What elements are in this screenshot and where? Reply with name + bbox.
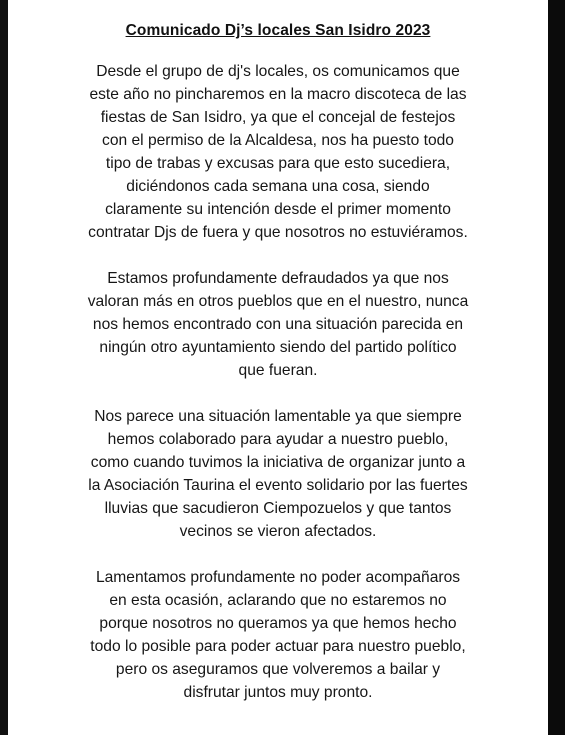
text-line: pero os aseguramos que volveremos a bailar y	[115, 661, 441, 678]
text-line: fiestas de San Isidro, ya que el concejal de festejos	[100, 109, 456, 126]
text-line: ningún otro ayuntamiento siendo del partido político	[99, 339, 457, 356]
paragraph-1	[8, 60, 548, 244]
paragraph-4	[8, 566, 548, 704]
text-line: la Asociación Taurina el evento solidario por las fuertes	[88, 477, 468, 494]
text-line: valoran más en otros pueblos que en el nuestro, nunca	[87, 293, 469, 310]
text-line: este año no pincharemos en la macro discoteca de las	[89, 86, 467, 103]
text-line: todo lo posible para poder actuar para nuestro pueblo,	[90, 638, 466, 655]
text-line: nos hemos encontrado con una situación parecida en	[92, 316, 464, 333]
text-line: Nos parece una situación lamentable ya que siempre	[94, 408, 462, 425]
text-line: Desde el grupo de dj's locales, os comunicamos que	[96, 63, 460, 80]
text-line: claramente su intención desde el primer momento	[105, 201, 451, 218]
text-line: vecinos se vieron afectados.	[179, 523, 377, 540]
text-line: lluvias que sacudieron Ciempozuelos y que tantos	[104, 500, 452, 517]
text-line: Lamentamos profundamente no poder acompañaros	[95, 569, 461, 586]
document-page	[8, 0, 548, 735]
text-line: con el permiso de la Alcaldesa, nos ha puesto todo	[102, 132, 454, 149]
text-line: porque nosotros no queramos ya que hemos hecho	[99, 615, 457, 632]
text-line: Estamos profundamente defraudados ya que nos	[107, 270, 449, 287]
text-line: diciéndonos cada semana una cosa, siendo	[126, 178, 430, 195]
text-line: hemos colaborado para ayudar a nuestro pueblo,	[107, 431, 449, 448]
text-line: en esta ocasión, aclarando que no estaremos no	[109, 592, 447, 609]
text-line: que fueran.	[238, 362, 318, 379]
document-title: Comunicado Dj’s locales San Isidro 2023	[125, 22, 431, 39]
dark-background-edge	[548, 0, 565, 735]
text-line: contratar Djs de fuera y que nosotros no estuviéramos.	[88, 224, 468, 241]
text-line: tipo de trabas y excusas para que esto sucediera,	[105, 155, 451, 172]
paragraph-3	[8, 405, 548, 543]
text-line: como cuando tuvimos la iniciativa de organizar junto a	[90, 454, 466, 471]
paragraph-2	[8, 267, 548, 382]
text-line: disfrutar juntos muy pronto.	[183, 684, 373, 701]
